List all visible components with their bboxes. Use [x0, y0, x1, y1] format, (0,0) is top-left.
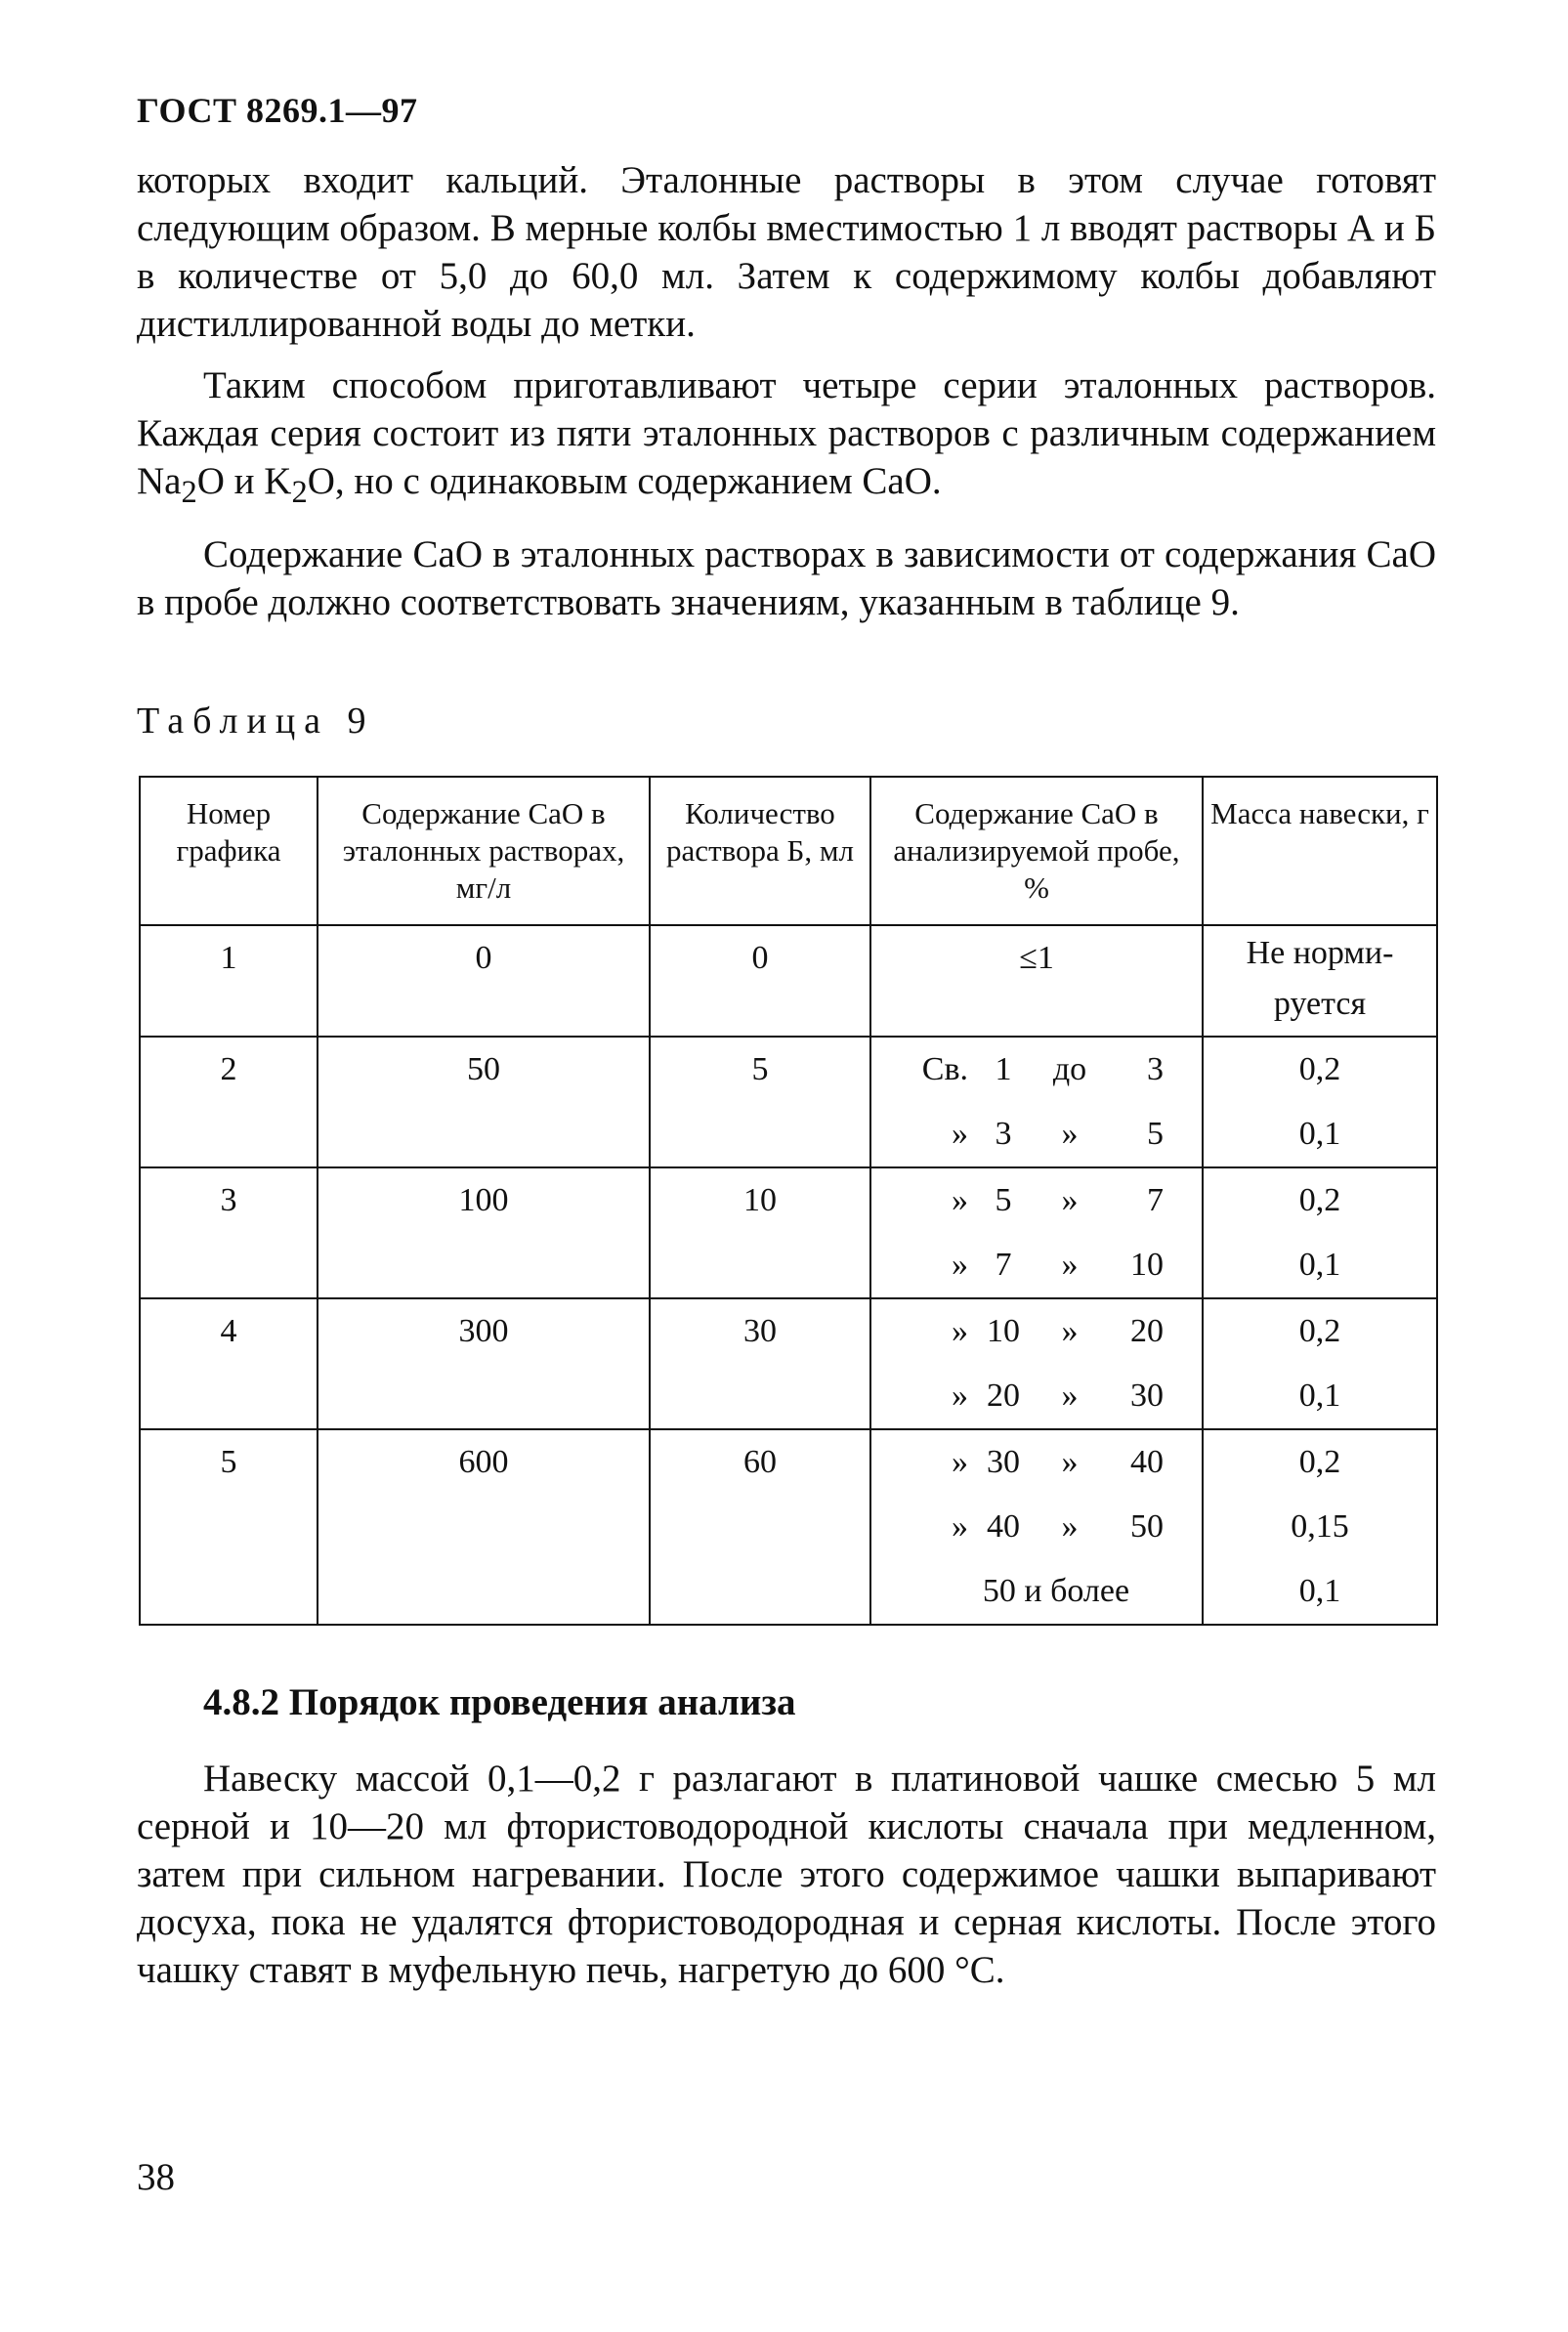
- page-number: 38: [137, 2156, 175, 2198]
- row1-range: ≤1: [1019, 940, 1054, 976]
- row5-mass-3: 0,1: [1298, 1573, 1341, 1609]
- row1-qty: 0: [751, 940, 769, 976]
- row5-num: 5: [220, 1444, 237, 1480]
- row5-range-2: » 40 » 50: [952, 1508, 1164, 1545]
- row2-mass-1: 0,2: [1298, 1051, 1341, 1087]
- header-cao-standard: Содержание CaO в эталонных растворах, мг/л: [318, 777, 650, 925]
- row2-qty: 5: [751, 1051, 769, 1087]
- row4-conc: 300: [458, 1313, 509, 1349]
- document-header: ГОСТ 8269.1—97: [137, 91, 418, 130]
- table-9: [139, 776, 1438, 1626]
- header-graph-number: Номер графика: [140, 777, 318, 925]
- row5-conc: 600: [458, 1444, 509, 1480]
- table-row: [140, 925, 1437, 1037]
- header-solution-b-qty: Количество раствора Б, мл: [650, 777, 870, 925]
- row3-range-2: » 7 » 10: [952, 1247, 1164, 1283]
- row5-range-1: » 30 » 40: [952, 1444, 1164, 1480]
- row3-num: 3: [220, 1182, 237, 1218]
- row1-mass-line1: Не норми-: [1246, 935, 1394, 971]
- row1-mass-line2: руется: [1273, 986, 1367, 1022]
- section-paragraph-1: Навеску массой 0,1—0,2 г разлагают в платиновой чашке смесью 5 мл серной и 10—20 мл фтористоводородной кислоты сначала при медленном, затем при сильном нагревании. После этого содержимое чашки выпаривают досуха, пока не удалятся фтористоводородная и серная кислоты. После этого чашку ставят в муфельную печь, нагретую до 600 °C.: [137, 1758, 1436, 1991]
- row3-mass-1: 0,2: [1298, 1182, 1341, 1218]
- section-heading: 4.8.2 Порядок проведения анализа: [203, 1681, 796, 1723]
- row2-conc: 50: [467, 1051, 500, 1087]
- p2-subscript-2: 2: [291, 474, 308, 510]
- row3-qty: 10: [743, 1182, 777, 1218]
- intro-paragraph-3: Содержание CaO в эталонных растворах в зависимости от содержания CaO в пробе должно соответствовать значениям, указанным в таблице 9.: [137, 532, 1436, 623]
- header-sample-mass: Масса навески, г: [1203, 777, 1437, 925]
- table-row: [140, 1037, 1437, 1167]
- row4-mass-2: 0,1: [1298, 1378, 1341, 1414]
- row5-range-3: 50 и более: [982, 1573, 1130, 1609]
- header-cao-sample: Содержание CaO в анализируемой пробе, %: [870, 777, 1203, 925]
- row1-conc: 0: [475, 940, 492, 976]
- table-row: [140, 1298, 1437, 1429]
- table-header-row: [140, 777, 1437, 925]
- row5-qty: 60: [743, 1444, 777, 1480]
- row4-range-1: » 10 » 20: [952, 1313, 1164, 1349]
- row3-range-1: » 5 » 7: [952, 1182, 1164, 1218]
- section-text: [137, 1755, 1436, 2008]
- row4-qty: 30: [743, 1313, 777, 1349]
- row1-num: 1: [220, 940, 237, 976]
- table-caption: Таблица 9: [137, 700, 375, 742]
- table-row: [140, 1167, 1437, 1298]
- row2-num: 2: [220, 1051, 237, 1087]
- row4-num: 4: [220, 1313, 237, 1349]
- row5-mass-2: 0,15: [1291, 1508, 1349, 1545]
- p2-text-c: O, но с одинаковым содержанием CaO.: [307, 460, 942, 502]
- row2-range-2: » 3 » 5: [952, 1116, 1164, 1152]
- table-row: [140, 1429, 1437, 1625]
- row2-range-1: Св. 1 до 3: [921, 1051, 1164, 1087]
- p2-subscript-1: 2: [181, 474, 197, 510]
- p2-text-b: O и K: [196, 460, 292, 502]
- intro-paragraph-2: [137, 361, 1436, 517]
- row3-mass-2: 0,1: [1298, 1247, 1341, 1283]
- intro-paragraph-1: которых входит кальций. Эталонные растворы в этом случае готовят следующим образом. В мерные колбы вместимостью 1 л вводят растворы А и Б в количестве от 5,0 до 60,0 мл. Затем к содержимому колбы добавляют дистиллированной воды до метки.: [137, 159, 1436, 345]
- row4-mass-1: 0,2: [1298, 1313, 1341, 1349]
- row5-mass-1: 0,2: [1298, 1444, 1341, 1480]
- row2-mass-2: 0,1: [1298, 1116, 1341, 1152]
- row3-conc: 100: [458, 1182, 509, 1218]
- intro-text: [137, 156, 1436, 640]
- p2-text-a: Таким способом приготавливают четыре серии эталонных растворов. Каждая серия состоит из пяти эталонных растворов с различным содержанием Na: [137, 364, 1436, 502]
- row4-range-2: » 20 » 30: [952, 1378, 1164, 1414]
